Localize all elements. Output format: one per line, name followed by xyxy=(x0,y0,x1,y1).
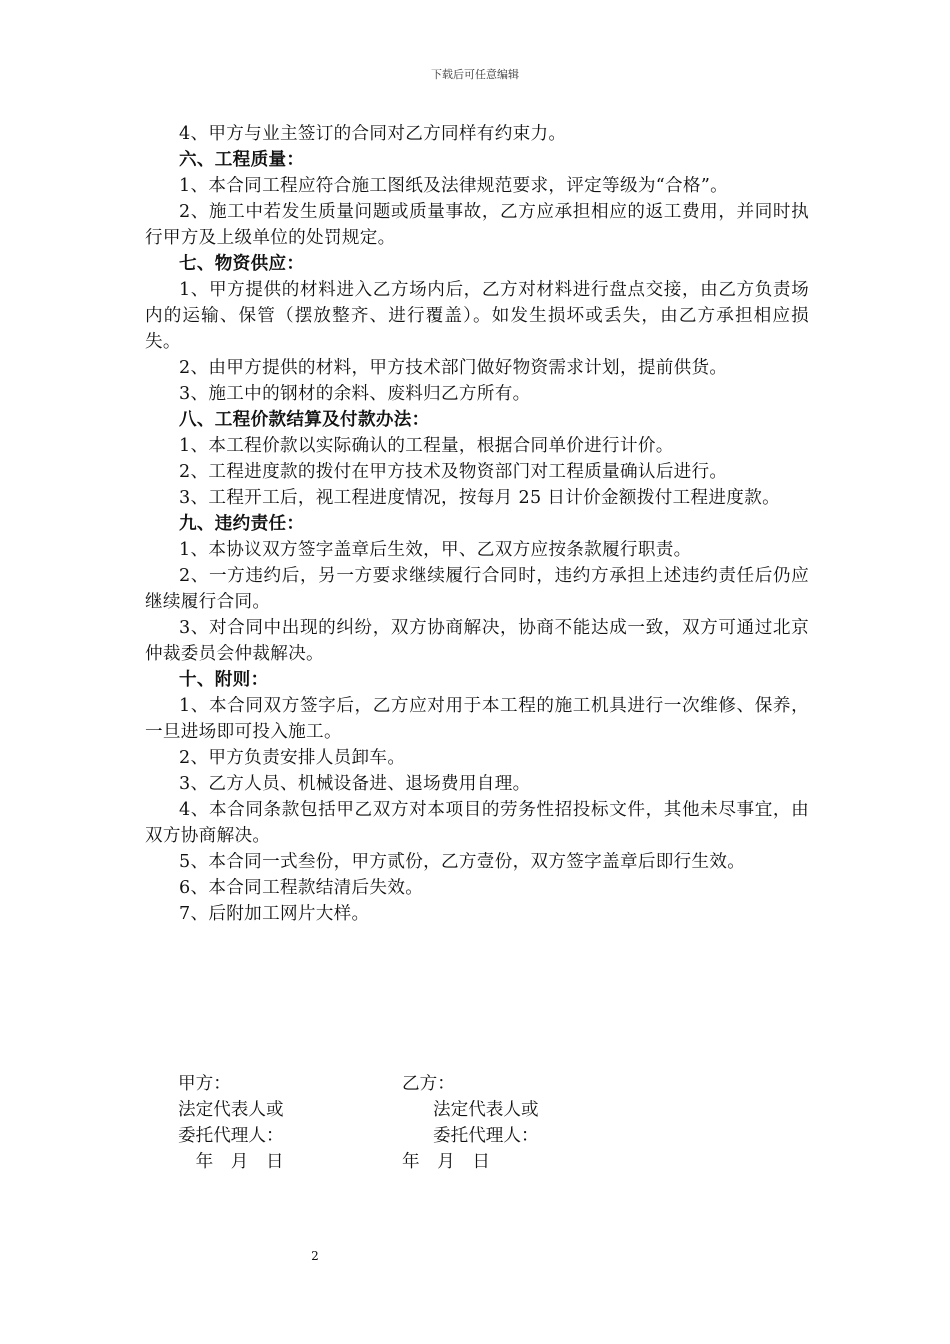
clause-paragraph: 3、对合同中出现的纠纷，双方协商解决，协商不能达成一致，双方可通过北京仲裁委员会仲裁解决。 xyxy=(145,618,809,664)
party-b-signature-line: 委托代理人： xyxy=(433,1126,539,1146)
page-number: 2 xyxy=(311,1249,319,1263)
clause-paragraph: 2、由甲方提供的材料，甲方技术部门做好物资需求计划，提前供货。 xyxy=(179,358,728,378)
signature-block xyxy=(178,1071,598,1175)
clause-paragraph: 2、工程进度款的拨付在甲方技术及物资部门对工程质量确认后进行。 xyxy=(179,462,728,482)
clause-paragraph: 1、本合同双方签字后，乙方应对用于本工程的施工机具进行一次维修、保养，一旦进场即可投入施工。 xyxy=(145,696,809,742)
clause-paragraph: 2、甲方负责安排人员卸车。 xyxy=(179,748,406,768)
party-a-signature-line: 甲方： xyxy=(178,1074,231,1094)
signature-row xyxy=(178,1071,598,1097)
signature-row xyxy=(178,1097,598,1123)
clause-paragraph: 3、工程开工后，视工程进度情况，按每月 25 日计价金额拨付工程进度款。 xyxy=(179,488,780,508)
party-a-signature-line: 年 月 日 xyxy=(178,1152,284,1172)
clause-paragraph: 7、后附加工网片大样。 xyxy=(179,904,370,924)
section-heading: 八、工程价款结算及付款办法： xyxy=(179,409,430,430)
signature-row xyxy=(178,1149,598,1175)
clause-paragraph: 2、施工中若发生质量问题或质量事故，乙方应承担相应的返工费用，并同时执行甲方及上级单位的处罚规定。 xyxy=(145,202,809,248)
section-heading: 九、违约责任： xyxy=(179,513,305,534)
clause-paragraph: 3、乙方人员、机械设备进、退场费用自理。 xyxy=(179,774,531,794)
section-heading: 十、附则： xyxy=(179,669,269,690)
clause-paragraph: 1、本协议双方签字盖章后生效，甲、乙双方应按条款履行职责。 xyxy=(179,540,692,560)
clause-paragraph: 1、甲方提供的材料进入乙方场内后，乙方对材料进行盘点交接，由乙方负责场内的运输、保管（摆放整齐、进行覆盖）。如发生损坏或丢失，由乙方承担相应损失。 xyxy=(145,280,809,352)
clause-paragraph: 4、甲方与业主签订的合同对乙方同样有约束力。 xyxy=(179,124,567,144)
clause-paragraph: 1、本合同工程应符合施工图纸及法律规范要求，评定等级为“合格”。 xyxy=(179,176,729,196)
clause-paragraph: 3、施工中的钢材的余料、废料归乙方所有。 xyxy=(179,384,531,404)
section-heading: 七、物资供应： xyxy=(179,253,305,274)
clause-paragraph: 5、本合同一式叁份，甲方贰份，乙方壹份，双方签字盖章后即行生效。 xyxy=(179,852,746,872)
signature-row xyxy=(178,1123,598,1149)
clause-paragraph: 1、本工程价款以实际确认的工程量，根据合同单价进行计价。 xyxy=(179,436,674,456)
clause-paragraph: 4、本合同条款包括甲乙双方对本项目的劳务性招投标文件，其他未尽事宜，由双方协商解决。 xyxy=(145,800,809,846)
party-b-signature-line: 乙方： xyxy=(402,1074,455,1094)
page-header-note: 下载后可任意编辑 xyxy=(431,68,519,81)
section-heading: 六、工程质量： xyxy=(179,149,305,170)
party-a-signature-line: 法定代表人或 xyxy=(178,1100,284,1120)
party-a-signature-line: 委托代理人： xyxy=(178,1126,284,1146)
party-b-signature-line: 年 月 日 xyxy=(402,1152,490,1172)
clause-paragraph: 6、本合同工程款结清后失效。 xyxy=(179,878,424,898)
contract-body xyxy=(145,121,809,927)
party-b-signature-line: 法定代表人或 xyxy=(433,1100,539,1120)
clause-paragraph: 2、一方违约后，另一方要求继续履行合同时，违约方承担上述违约责任后仍应继续履行合同。 xyxy=(145,566,809,612)
